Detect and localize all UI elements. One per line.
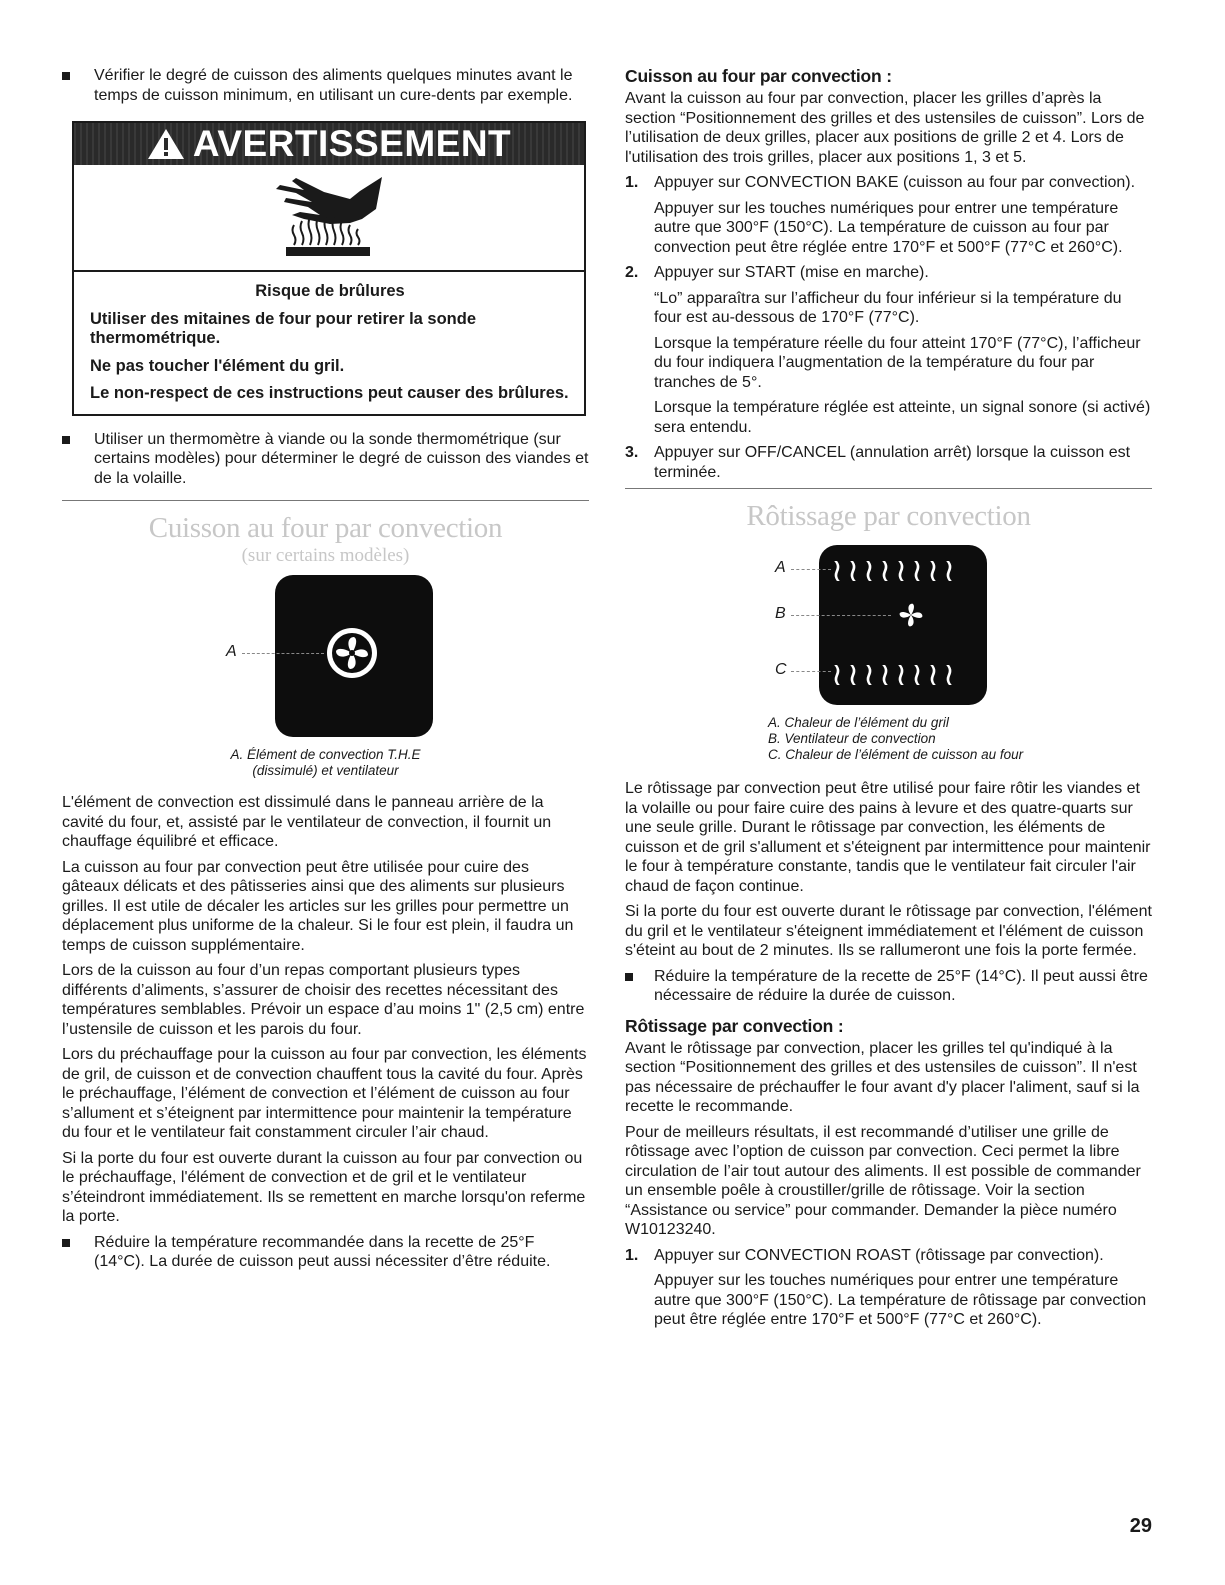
caption-line-2: (dissimulé) et ventilateur <box>252 763 399 778</box>
figure-label-a: A <box>226 643 237 660</box>
paragraph: Le rôtissage par convection peut être utilisé pour faire rôtir les viandes et la volaille ou pour faire cuire des pains à levure et des quatre-quarts sur une seule grille. Durant le rôtissage par convection, les éléments de cuisson et de gril s'allument et s'éteignent par intermittence pour maintenir le four à température constante, tandis que le ventilateur fait circuler l'air chaud de façon continue. <box>625 780 1151 895</box>
bullet-text: Utiliser un thermomètre à viande ou la sonde thermométrique (sur certains modèles) pour déterminer le degré de cuisson des viandes et de la volaille. <box>94 430 589 487</box>
warning-body <box>74 272 584 414</box>
warning-line-3: Le non-respect de ces instructions peut causer des brûlures. <box>90 384 569 402</box>
figure-label-b: B <box>775 605 786 622</box>
step-detail: Appuyer sur les touches numériques pour entrer une température autre que 300°F (150°C). La température de rôtissage par convection peut être réglée entre 170°F et 500°F (77°C et 260°C). <box>654 1272 1147 1328</box>
bullet-text: Réduire la température de la recette de 25°F (14°C). Il peut aussi être nécessaire de réduire la durée de cuisson. <box>654 967 1148 1004</box>
paragraph: Lors du préchauffage pour la cuisson au four par convection, les éléments de gril, de cuisson et de convection chauffent tous la cavité du four. Après le préchauffage, l’élément de convection et l’élément de cuisson au four s’allument et s’éteignent par intermittence pour maintenir la température du four et le ventilateur fait constamment circuler l’air chaud. <box>62 1046 587 1141</box>
section-title: Rôtissage par convection <box>746 500 1031 532</box>
step-number: 1. <box>625 174 639 191</box>
step-item <box>625 173 1152 193</box>
section-subtitle: (sur certains modèles) <box>241 545 410 566</box>
bullet-icon <box>62 1239 70 1247</box>
paragraph: Avant le rôtissage par convection, placer les grilles tel qu'indiqué à la section “Positionnement des grilles et des ustensiles de cuisson”. Il n'est pas nécessaire de préchauffer le four avant d'y placer l'aliment, sauf si la recette le recommande. <box>625 1039 1140 1115</box>
list-item <box>56 1233 589 1272</box>
list-item <box>625 967 1152 1006</box>
right-column <box>625 66 1152 1336</box>
warning-line-2: Ne pas toucher l'élément du gril. <box>90 356 345 375</box>
step-number: 2. <box>625 264 639 281</box>
bullet-icon <box>625 973 633 981</box>
paragraph: Pour de meilleurs résultats, il est recommandé d’utiliser une grille de rôtissage avec l’option de cuisson par convection. Ceci permet la libre circulation de l’air tout autour des aliments. Il est possible de commander un ensemble poêle à croustiller/grille de rôtissage. Voir la section “Assistance ou service” pour commander. Demander la pièce numéro W10123240. <box>625 1123 1141 1238</box>
paragraph: Lors de la cuisson au four d’un repas comportant plusieurs types différents d’aliments, s’assurer de choisir des recettes nécessitant des températures semblables. Prévoir un espace d’au moins 1" (2,5 cm) entre l’ustensile de cuisson et les parois du four. <box>62 962 585 1038</box>
fan-icon <box>891 595 931 635</box>
hot-surface-hand-icon <box>74 165 584 272</box>
leader-line <box>242 653 324 654</box>
figure-label-c: C <box>775 661 787 678</box>
paragraph: Si la porte du four est ouverte durant le rôtissage par convection, l'élément du gril et le ventilateur s'éteignent immédiatement et l'élément de cuisson s'éteint au bout de 2 minutes. Ils se rallumeront une fois la porte fermée. <box>625 903 1152 959</box>
paragraph: La cuisson au four par convection peut être utilisée pour cuire des gâteaux délicats et des pâtisseries ainsi que des aliments sur plusieurs grilles. Il est utile de décaler les articles sur les grilles pour permettre un déplacement plus uniforme de la chaleur. Si le four est plein, il faudra un temps de cuisson supplémentaire. <box>62 858 574 954</box>
section-divider <box>62 500 589 501</box>
page-number: 29 <box>1129 1515 1152 1537</box>
bullet-icon <box>62 436 70 444</box>
caption-line-a: A. Chaleur de l’élément du gril <box>768 715 949 730</box>
warning-triangle-icon <box>147 127 185 161</box>
step-detail: “Lo” apparaîtra sur l’afficheur du four inférieur si la température du four est au-dessous de 170°F (77°C). <box>654 289 1122 326</box>
step-detail: Appuyer sur les touches numériques pour entrer une température autre que 300°F (150°C). La température de cuisson au four par convection peut être réglée entre 170°F et 500°F (77°C et 260°C). <box>654 199 1123 256</box>
step-text: Appuyer sur OFF/CANCEL (annulation arrêt) lorsque la cuisson est terminée. <box>654 444 1131 481</box>
rotisserie-figure <box>625 539 1152 709</box>
step-number: 3. <box>625 444 639 461</box>
paragraph: Si la porte du four est ouverte durant la cuisson au four par convection ou le préchauffage, l'élément de convection et de gril et le ventilateur s’éteindront immédiatement. Ils se remettent en marche lorsqu'on referme la porte. <box>62 1149 586 1225</box>
subheading: Cuisson au four par convection : <box>625 66 892 86</box>
step-detail: Lorsque la température réelle du four atteint 170°F (77°C), l’afficheur du four indiquera l’augmentation de la température du four par tranches de 5°. <box>654 334 1141 391</box>
fan-icon <box>324 625 380 681</box>
paragraph: L'élément de convection est dissimulé dans le panneau arrière de la cavité du four, et, assisté par le ventilateur de convection, il fournit un chauffage équilibré et efficace. <box>62 794 552 850</box>
left-column <box>62 66 589 1278</box>
step-text: Appuyer sur CONVECTION BAKE (cuisson au four par convection). <box>654 174 1136 191</box>
figure-label-a: A <box>775 559 786 576</box>
leader-line <box>791 615 891 616</box>
step-detail: Lorsque la température réglée est atteinte, un signal sonore (si activé) sera entendu. <box>654 399 1151 436</box>
caption-line-1: A. Élément de convection T.H.E <box>230 747 421 762</box>
warning-header <box>74 123 584 165</box>
leader-line <box>791 569 831 570</box>
step-text: Appuyer sur START (mise en marche). <box>654 264 929 281</box>
bake-heat-waves: ≀≀≀≀≀≀≀≀ <box>831 656 959 692</box>
caption-line-b: B. Ventilateur de convection <box>768 731 936 746</box>
step-number: 1. <box>625 1246 639 1264</box>
broil-heat-waves: ≀≀≀≀≀≀≀≀ <box>831 552 959 588</box>
bullet-text: Réduire la température recommandée dans la recette de 25°F (14°C). La durée de cuisson peut aussi nécessiter d’être réduite. <box>94 1233 551 1270</box>
subheading: Rôtissage par convection : <box>625 1015 844 1036</box>
convection-figure <box>62 571 589 747</box>
warning-risk: Risque de brûlures <box>255 282 405 300</box>
bullet-icon <box>62 72 70 80</box>
paragraph: Avant la cuisson au four par convection, placer les grilles d’après la section “Positionnement des grilles et des ustensiles de cuisson”. Lors de l’utilisation de deux grilles, placer aux positions de grille 2 et 4. Lors de l'utilisation des trois grilles, placer aux positions 1, 3 et 5. <box>625 90 1145 166</box>
figure-caption <box>625 715 1152 763</box>
step-item <box>625 1246 1152 1266</box>
section-title: Cuisson au four par convection <box>148 512 503 544</box>
caption-line-c: C. Chaleur de l’élément de cuisson au four <box>768 747 1024 762</box>
warning-title: AVERTISSEMENT <box>192 123 512 164</box>
warning-box <box>72 121 586 416</box>
step-text: Appuyer sur CONVECTION ROAST (rôtissage par convection). <box>654 1246 1104 1264</box>
warning-line-1: Utiliser des mitaines de four pour retirer la sonde thermométrique. <box>90 309 477 347</box>
section-divider <box>625 488 1152 489</box>
list-item <box>56 430 589 489</box>
step-item <box>625 443 1152 482</box>
list-item <box>56 66 589 105</box>
bullet-text: Vérifier le degré de cuisson des aliments quelques minutes avant le temps de cuisson minimum, en utilisant un cure-dents par exemple. <box>94 67 573 104</box>
leader-line <box>791 671 831 672</box>
figure-caption <box>62 747 589 779</box>
step-item <box>625 263 1152 283</box>
